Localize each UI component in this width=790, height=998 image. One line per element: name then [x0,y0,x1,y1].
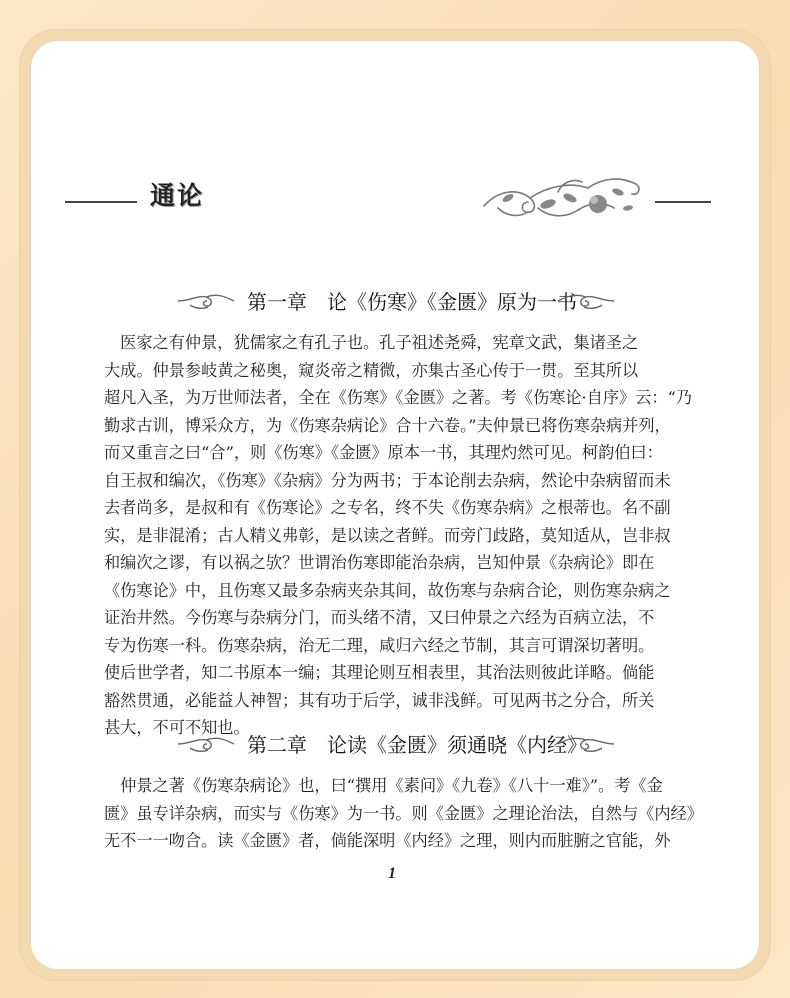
scroll-ornament-icon [556,732,616,756]
body-line: 证治井然。今伤寒与杂病分门，而头绪不清，又曰仲景之六经为百病立法，不 [104,608,655,627]
body-line: 无不一一吻合。读《金匮》者，倘能深明《内经》之理，则内而脏腑之官能，外 [104,831,671,850]
chapter-number: 第一章 [247,290,307,314]
body-line: 医家之有仲景，犹儒家之有孔子也。孔子祖述尧舜，宪章文武，集诸圣之 [104,333,639,352]
body-line: 超凡入圣，为万世师法者，全在《伤寒》《金匮》之著。考《伤寒论·自序》云：“乃 [104,388,693,407]
body-line: 自王叔和编次，《伤寒》《杂病》分为两书；于本论削去杂病，然论中杂病留而未 [104,470,671,490]
chapter-body [104,329,693,742]
floral-ornament-icon [478,168,648,224]
body-line: 仲景之著《伤寒杂病论》也，曰“撰用《素问》《九卷》《八十一难》”。考《金 [104,776,663,795]
section-title: 通论 [150,181,205,210]
page-number: 1 [388,865,396,882]
body-line: 实，是非混淆；古人精义弗彰，是以读之者鲜。而旁门歧路，莫知适从，岂非叔 [104,525,671,545]
body-line: 专为伤寒一科。伤寒杂病，治无二理，咸归六经之节制，其言可谓深切著明。 [104,635,655,655]
chapter-heading [176,286,616,316]
header-rule-left [65,201,137,203]
body-line: 《伤寒论》中，且伤寒又最多杂病夹杂其间，故伤寒与杂病合论，则伤寒杂病之 [104,580,671,600]
chapter-title: 论《伤寒》《金匮》原为一书 [327,290,577,314]
body-line: 豁然贯通，必能益人神智；其有功于后学，诚非浅鲜。可见两书之分合，所关 [104,690,655,710]
scroll-ornament-icon [176,732,236,756]
header-rule-right [655,201,711,203]
body-line: 大成。仲景参岐黄之秘奥，窥炎帝之精微，亦集古圣心传于一贯。至其所以 [104,360,639,380]
body-line: 使后世学者，知二书原本一编；其理论则互相表里，其治法则彼此详略。倘能 [104,663,655,682]
body-line: 甚大，不可不知也。 [104,718,250,737]
body-line: 而又重言之曰“合”，则《伤寒》《金匮》原本一书，其理灼然可见。柯韵伯曰： [104,443,663,462]
chapter-title: 论读《金匮》须通晓《内经》 [327,733,587,757]
chapter-number: 第二章 [247,733,307,757]
chapter-body [104,772,703,855]
body-line: 匮》虽专详杂病，而实与《伤寒》为一书。则《金匮》之理论治法，自然与《内经》 [104,803,703,823]
body-line: 和编次之谬，有以祸之欤？世谓治伤寒即能治杂病，岂知仲景《杂病论》即在 [104,553,655,572]
scroll-ornament-icon [556,289,616,313]
scroll-ornament-icon [176,289,236,313]
body-line: 去者尚多，是叔和有《伤寒论》之专名，终不失《伤寒杂病》之根蒂也。名不副 [104,498,671,517]
body-line: 勤求古训，博采众方，为《伤寒杂病论》合十六卷。”夫仲景已将伤寒杂病并列， [104,415,671,435]
chapter-heading [176,729,616,759]
